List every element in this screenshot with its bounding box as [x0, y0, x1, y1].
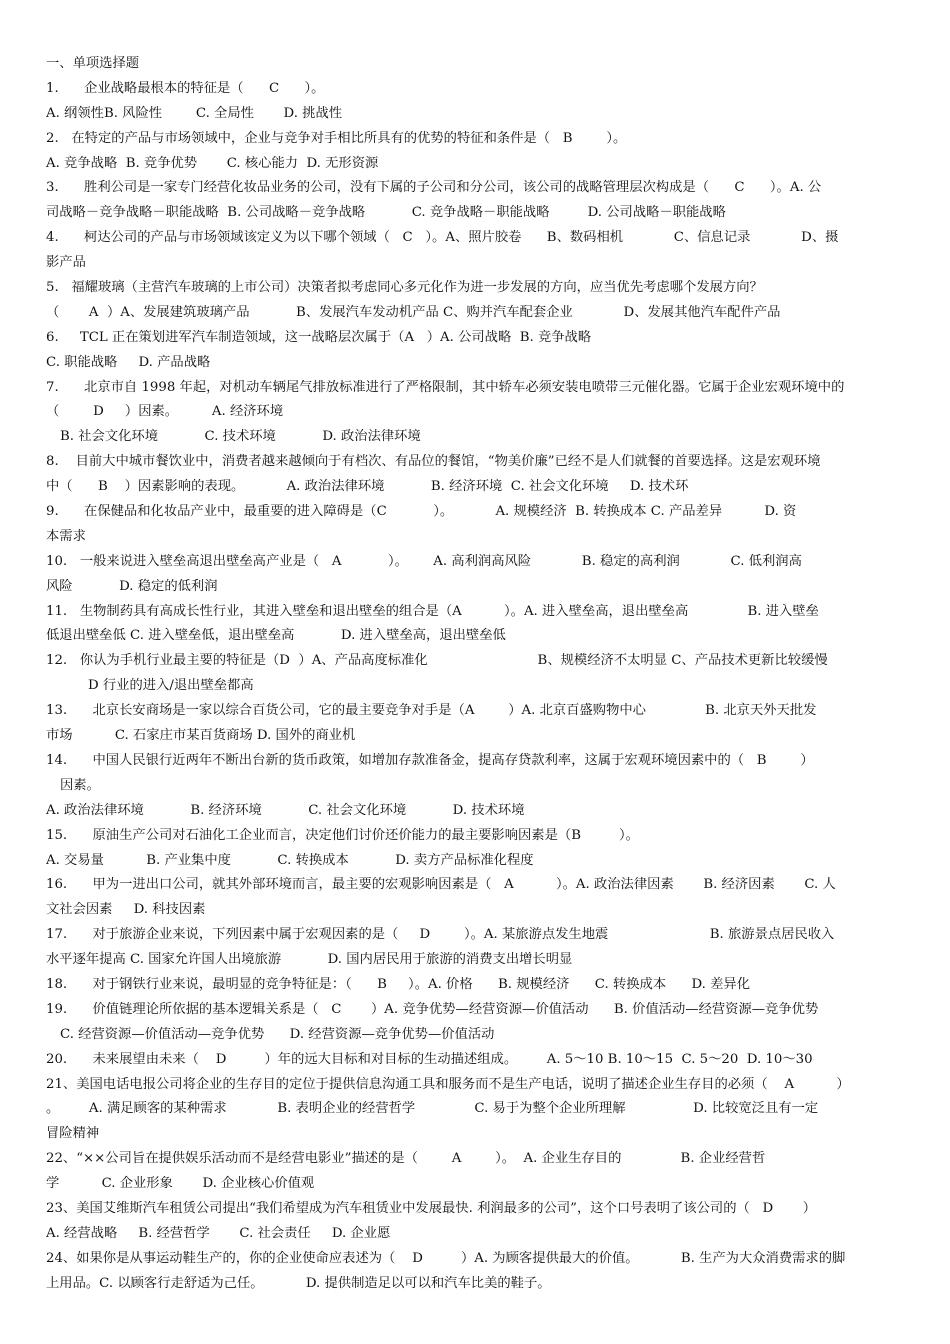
- option-line: B. 社会文化环境 C. 技术环境 D. 政治法律环境: [60, 429, 421, 445]
- question-line: 23、美国艾维斯汽车租赁公司提出“我们希望成为汽车租赁业中发展最快. 利润最多的公司”，这个口号表明了该公司的（ D ）: [46, 1200, 817, 1216]
- option-line: 。 A. 满足顾客的某种需求 B. 表明企业的经营哲学 C. 易于为整个企业所理解 D. 比较宽泛且有一定: [46, 1101, 819, 1117]
- question-line: 1. 企业战略最根本的特征是（ C ）。: [46, 80, 325, 96]
- question-line: 17. 对于旅游企业来说，下列因素中属于宏观因素的是（ D ）。A. 某旅游点发生地震 B. 旅游景点居民收入: [46, 927, 835, 943]
- option-line: 冒险精神: [46, 1126, 100, 1142]
- question-line: 9. 在保健品和化妆品产业中，最重要的进入障碍是（C ）。 A. 规模经济 B. 转换成本 C. 产品差异 D. 资: [46, 504, 797, 520]
- section-heading: 一、单项选择题: [46, 56, 140, 71]
- question-line: 4. 柯达公司的产品与市场领域该定义为以下哪个领域（ C ）。A、照片胶卷 B、数码相机 C、信息记录 D、摄: [46, 230, 839, 246]
- option-line: 市场 C. 石家庄市某百货商场 D. 国外的商业机: [46, 728, 356, 744]
- question-line: 14. 中国人民银行近两年不断出台新的货币政策，如增加存款准备金，提高存贷款利率，这属于宏观环境因素中的（ B ）: [46, 752, 814, 768]
- question-line: 24、如果你是从事运动鞋生产的，你的企业使命应表述为（ D ）A. 为顾客提供最大的价值。 B. 生产为大众消费需求的脚: [46, 1250, 846, 1266]
- option-line: 因素。: [60, 777, 100, 793]
- option-line: （ D ）因素。 A. 经济环境: [46, 404, 284, 420]
- question-line: 7. 北京市自 1998 年起，对机动车辆尾气排放标准进行了严格限制，其中轿车必须安装电喷带三元催化器。它属于企业宏观环境中的: [46, 379, 845, 395]
- document-body: [46, 52, 906, 1297]
- question-line: 11. 生物制药具有高成长性行业，其进入壁垒和退出壁垒的组合是（A ）。A. 进入壁垒高，退出壁垒高 B. 进入壁垒: [46, 603, 819, 619]
- option-line: 风险 D. 稳定的低利润: [46, 578, 218, 594]
- option-line: A. 经营战略 B. 经营哲学 C. 社会责任 D. 企业愿: [46, 1225, 391, 1241]
- option-line: 文社会因素 D. 科技因素: [46, 902, 206, 918]
- question-line: 5. 福耀玻璃（主营汽车玻璃的上市公司）决策者拟考虑同心多元化作为进一步发展的方向，应当优先考虑哪个发展方向？: [46, 280, 763, 296]
- option-line: 学 C. 企业形象 D. 企业核心价值观: [46, 1176, 315, 1192]
- question-line: 2. 在特定的产品与市场领域中，企业与竞争对手相比所具有的优势的特征和条件是（ B ）。: [46, 130, 627, 146]
- question-line: 13. 北京长安商场是一家以综合百货公司，它的最主要竞争对手是（A ）A. 北京百盛购物中心 B. 北京天外天批发: [46, 703, 817, 719]
- option-line: （ A ）A、发展建筑玻璃产品 B、发展汽车发动机产品 C、购并汽车配套企业 D、发展其他汽车配件产品: [46, 304, 781, 320]
- option-line: A. 交易量 B. 产业集中度 C. 转换成本 D. 卖方产品标准化程度: [46, 852, 534, 868]
- question-line: 22、“××公司旨在提供娱乐活动而不是经营电影业”描述的是（ A ）。 A. 企业生存目的 B. 企业经营哲: [46, 1151, 766, 1167]
- option-line: 水平逐年提高 C. 国家允许国人出境旅游 D. 国内居民用于旅游的消费支出增长明显: [46, 952, 573, 968]
- option-line: C. 职能战略 D. 产品战略: [46, 354, 211, 370]
- question-line: 3. 胜利公司是一家专门经营化妆品业务的公司，没有下属的子公司和分公司，该公司的战略管理层次构成是（ C ）。A. 公: [46, 180, 822, 196]
- question-line: 16. 甲为一进出口公司，就其外部环境而言，最主要的宏观影响因素是（ A ）。A. 政治法律因素 B. 经济因素 C. 人: [46, 877, 836, 893]
- question-line: 20. 未来展望由未来（ D ）年的远大目标和对目标的生动描述组成。 A. 5～10 B. 10～15 C. 5～20 D. 10～30: [46, 1051, 813, 1067]
- option-line: 本需求: [46, 528, 86, 544]
- option-line: 低退出壁垒低 C. 进入壁垒低，退出壁垒高 D. 进入壁垒高，退出壁垒低: [46, 628, 506, 644]
- question-line: 19. 价值链理论所依据的基本逻辑关系是（ C ）A. 竞争优势—经营资源—价值活动 B. 价值活动—经营资源—竞争优势: [46, 1001, 819, 1017]
- option-line: 司战略－竞争战略－职能战略 B. 公司战略－竞争战略 C. 竞争战略－职能战略 D. 公司战略－职能战略: [46, 205, 726, 221]
- question-line: 6. TCL 正在策划进军汽车制造领域，这一战略层次属于（A ）A. 公司战略 B. 竞争战略: [46, 329, 592, 345]
- option-line: A. 竞争战略 B. 竞争优势 C. 核心能力 D. 无形资源: [46, 155, 379, 171]
- option-line: A. 纲领性B. 风险性 C. 全局性 D. 挑战性: [46, 105, 343, 121]
- question-line: 10. 一般来说进入壁垒高退出壁垒高产业是（ A ）。 A. 高利润高风险 B. 稳定的高利润 C. 低利润高: [46, 553, 802, 569]
- option-line: 中（ B ）因素影响的表现。 A. 政治法律环境 B. 经济环境 C. 社会文化环境 D. 技术环: [46, 479, 689, 495]
- option-line: A. 政治法律环境 B. 经济环境 C. 社会文化环境 D. 技术环境: [46, 802, 525, 818]
- question-line: 21、美国电话电报公司将企业的生存目的定位于提供信息沟通工具和服务而不是生产电话，说明了描述企业生存目的必须（ A ）: [46, 1076, 850, 1092]
- question-line: 15. 原油生产公司对石油化工企业而言，决定他们讨价还价能力的最主要影响因素是（B ）。: [46, 827, 639, 843]
- question-line: 18. 对于钢铁行业来说，最明显的竞争特征是：（ B ）。A. 价格 B. 规模经济 C. 转换成本 D. 差异化: [46, 976, 751, 992]
- option-line: 上用品。C. 以顾客行走舒适为己任。 D. 提供制造足以可以和汽车比美的鞋子。: [46, 1275, 551, 1291]
- question-line: 12. 你认为手机行业最主要的特征是（D ）A、产品高度标准化 B、规模经济不太明显 C、产品技术更新比较缓慢: [46, 653, 828, 669]
- question-line: 8. 目前大中城市餐饮业中，消费者越来越倾向于有档次、有品位的餐馆，“物美价廉”已经不是人们就餐的首要选择。这是宏观环境: [46, 454, 821, 470]
- option-line: C. 经营资源—价值活动—竞争优势 D. 经营资源—竞争优势—价值活动: [60, 1026, 495, 1042]
- option-line: 影产品: [46, 255, 86, 271]
- option-line: D 行业的进入/退出壁垒都高: [88, 678, 254, 694]
